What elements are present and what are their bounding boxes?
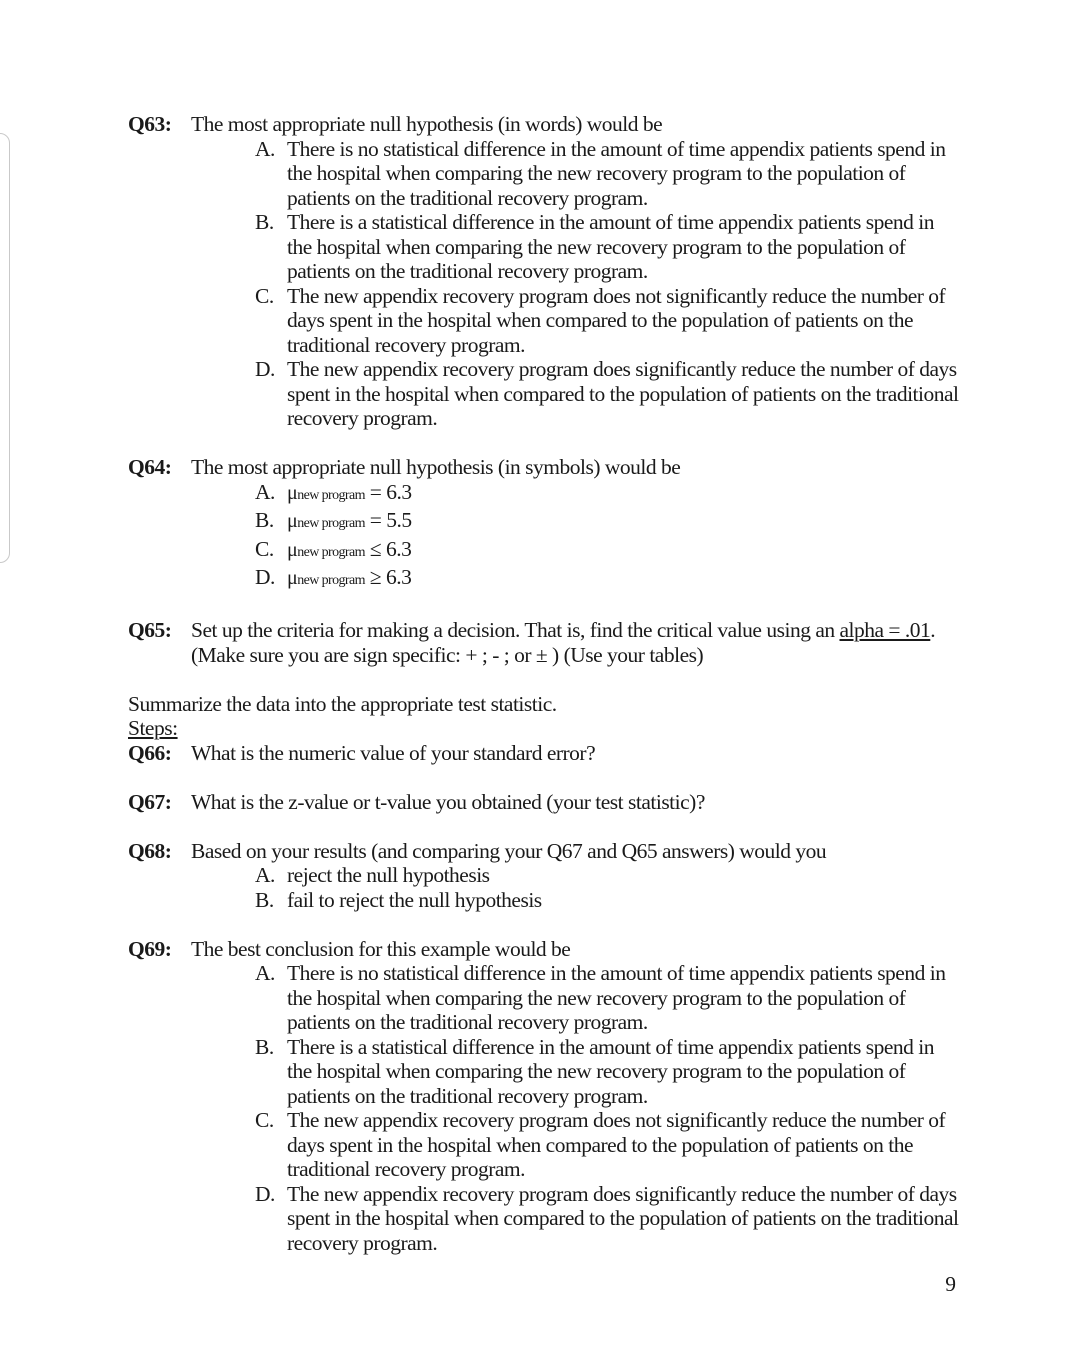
q69-option-d (255, 1182, 960, 1256)
question-text-main: Set up the criteria for making a decision. That is, find the critical value using an (191, 618, 835, 642)
q68-option-a (255, 863, 960, 888)
formula-relation: = 5.5 (364, 508, 412, 532)
formula-relation: = 6.3 (364, 479, 412, 504)
mu-symbol: μ (287, 510, 298, 532)
option-formula (287, 480, 960, 509)
option-label: B. (255, 1034, 274, 1059)
question-text: Based on your results (and comparing your Q67 and Q65 answers) would you (191, 838, 827, 863)
option-formula (287, 508, 960, 537)
q69-option-c (255, 1108, 960, 1182)
q64-option-d (255, 565, 960, 594)
mu-symbol: μ (287, 481, 298, 504)
option-text: The new appendix recovery program does significantly reduce the number of days spent in the hospital when compared to the population of patients on the traditional recovery program. (287, 1181, 959, 1255)
question-text (191, 618, 968, 667)
option-text: fail to reject the null hypothesis (287, 887, 542, 912)
formula-relation: ≤ 6.3 (364, 536, 412, 561)
option-text: There is no statistical difference in the amount of time appendix patients spend in the hospital when comparing the new recovery program to the population of patients on the traditional recovery program. (287, 136, 946, 210)
steps-heading: Steps: (128, 716, 178, 740)
option-text: There is a statistical difference in the amount of time appendix patients spend in the hospital when comparing the new recovery program to the population of patients on the traditional recovery program. (287, 210, 934, 283)
question-text: What is the z-value or t-value you obtained (your test statistic)? (191, 789, 705, 814)
option-text: The new appendix recovery program does significantly reduce the number of days spent in the hospital when compared to the population of patients on the traditional recovery program. (287, 357, 959, 430)
mu-symbol: μ (287, 567, 298, 589)
mu-symbol: μ (287, 538, 298, 561)
question-number: Q66: (128, 740, 172, 765)
page-number: 9 (945, 1272, 956, 1296)
question-text: The most appropriate null hypothesis (in symbols) would be (191, 455, 681, 479)
mu-subscript: new program (297, 544, 365, 560)
mu-subscript: new program (297, 573, 365, 588)
question-number: Q63: (128, 112, 172, 136)
q63-option-b (255, 210, 960, 284)
question-number: Q65: (128, 618, 172, 642)
q69-options (255, 961, 960, 1255)
option-formula (287, 537, 960, 566)
q69-option-a (255, 961, 960, 1035)
option-label: A. (255, 479, 275, 504)
option-label: B. (255, 210, 274, 234)
option-text: reject the null hypothesis (287, 863, 490, 887)
question-number: Q64: (128, 455, 172, 479)
q64-option-a (255, 480, 960, 509)
q63-option-c (255, 284, 960, 358)
q68-options (255, 863, 960, 912)
q64-options (255, 480, 960, 594)
option-label: C. (255, 1108, 274, 1132)
question-q68 (128, 839, 968, 864)
option-label: A. (255, 136, 275, 161)
q64-option-c (255, 537, 960, 566)
formula-relation: ≥ 6.3 (364, 565, 412, 589)
option-label: C. (255, 536, 274, 561)
option-text: The new appendix recovery program does not significantly reduce the number of days spent in the hospital when compared to the population of patients on the traditional recovery program. (287, 283, 946, 357)
question-text: The most appropriate null hypothesis (in words) would be (191, 112, 663, 136)
option-label: B. (255, 508, 274, 532)
question-text: What is the numeric value of your standard error? (191, 740, 596, 765)
summary-instruction: Summarize the data into the appropriate test statistic. (128, 691, 557, 716)
question-number: Q67: (128, 789, 172, 814)
option-label: A. (255, 863, 275, 887)
option-formula (287, 565, 960, 594)
question-number: Q69: (128, 936, 172, 961)
option-label: D. (255, 565, 275, 589)
q68-option-b (255, 888, 960, 913)
side-panel-tab[interactable] (0, 133, 10, 563)
mu-subscript: new program (297, 487, 365, 503)
question-number: Q68: (128, 838, 172, 863)
question-q65 (128, 618, 968, 667)
q63-options (255, 137, 960, 431)
q63-option-a (255, 137, 960, 211)
option-text: There is a statistical difference in the amount of time appendix patients spend in the hospital when comparing the new recovery program to the population of patients on the traditional recovery program. (287, 1034, 934, 1108)
document-page (128, 112, 968, 1255)
mu-subscript: new program (297, 516, 365, 531)
alpha-value: alpha = .01 (839, 618, 931, 642)
q63-option-d (255, 357, 960, 431)
question-q63 (128, 112, 968, 137)
option-label: D. (255, 357, 275, 381)
q69-option-b (255, 1035, 960, 1109)
question-q67 (128, 790, 968, 815)
question-text: The best conclusion for this example would be (191, 936, 571, 961)
question-text-tail: . (Make sure you are sign specific: + ; - ; or ± ) (Use your tables) (191, 618, 936, 667)
q64-option-b (255, 508, 960, 537)
question-q69 (128, 937, 968, 962)
question-q64 (128, 455, 968, 480)
option-text: The new appendix recovery program does not significantly reduce the number of days spent in the hospital when compared to the population of patients on the traditional recovery program. (287, 1108, 946, 1181)
option-label: D. (255, 1181, 275, 1206)
question-q66 (128, 741, 968, 766)
option-label: C. (255, 283, 274, 308)
option-label: A. (255, 961, 275, 985)
option-label: B. (255, 887, 274, 912)
option-text: There is no statistical difference in the amount of time appendix patients spend in the hospital when comparing the new recovery program to the population of patients on the traditional recovery program. (287, 961, 946, 1034)
